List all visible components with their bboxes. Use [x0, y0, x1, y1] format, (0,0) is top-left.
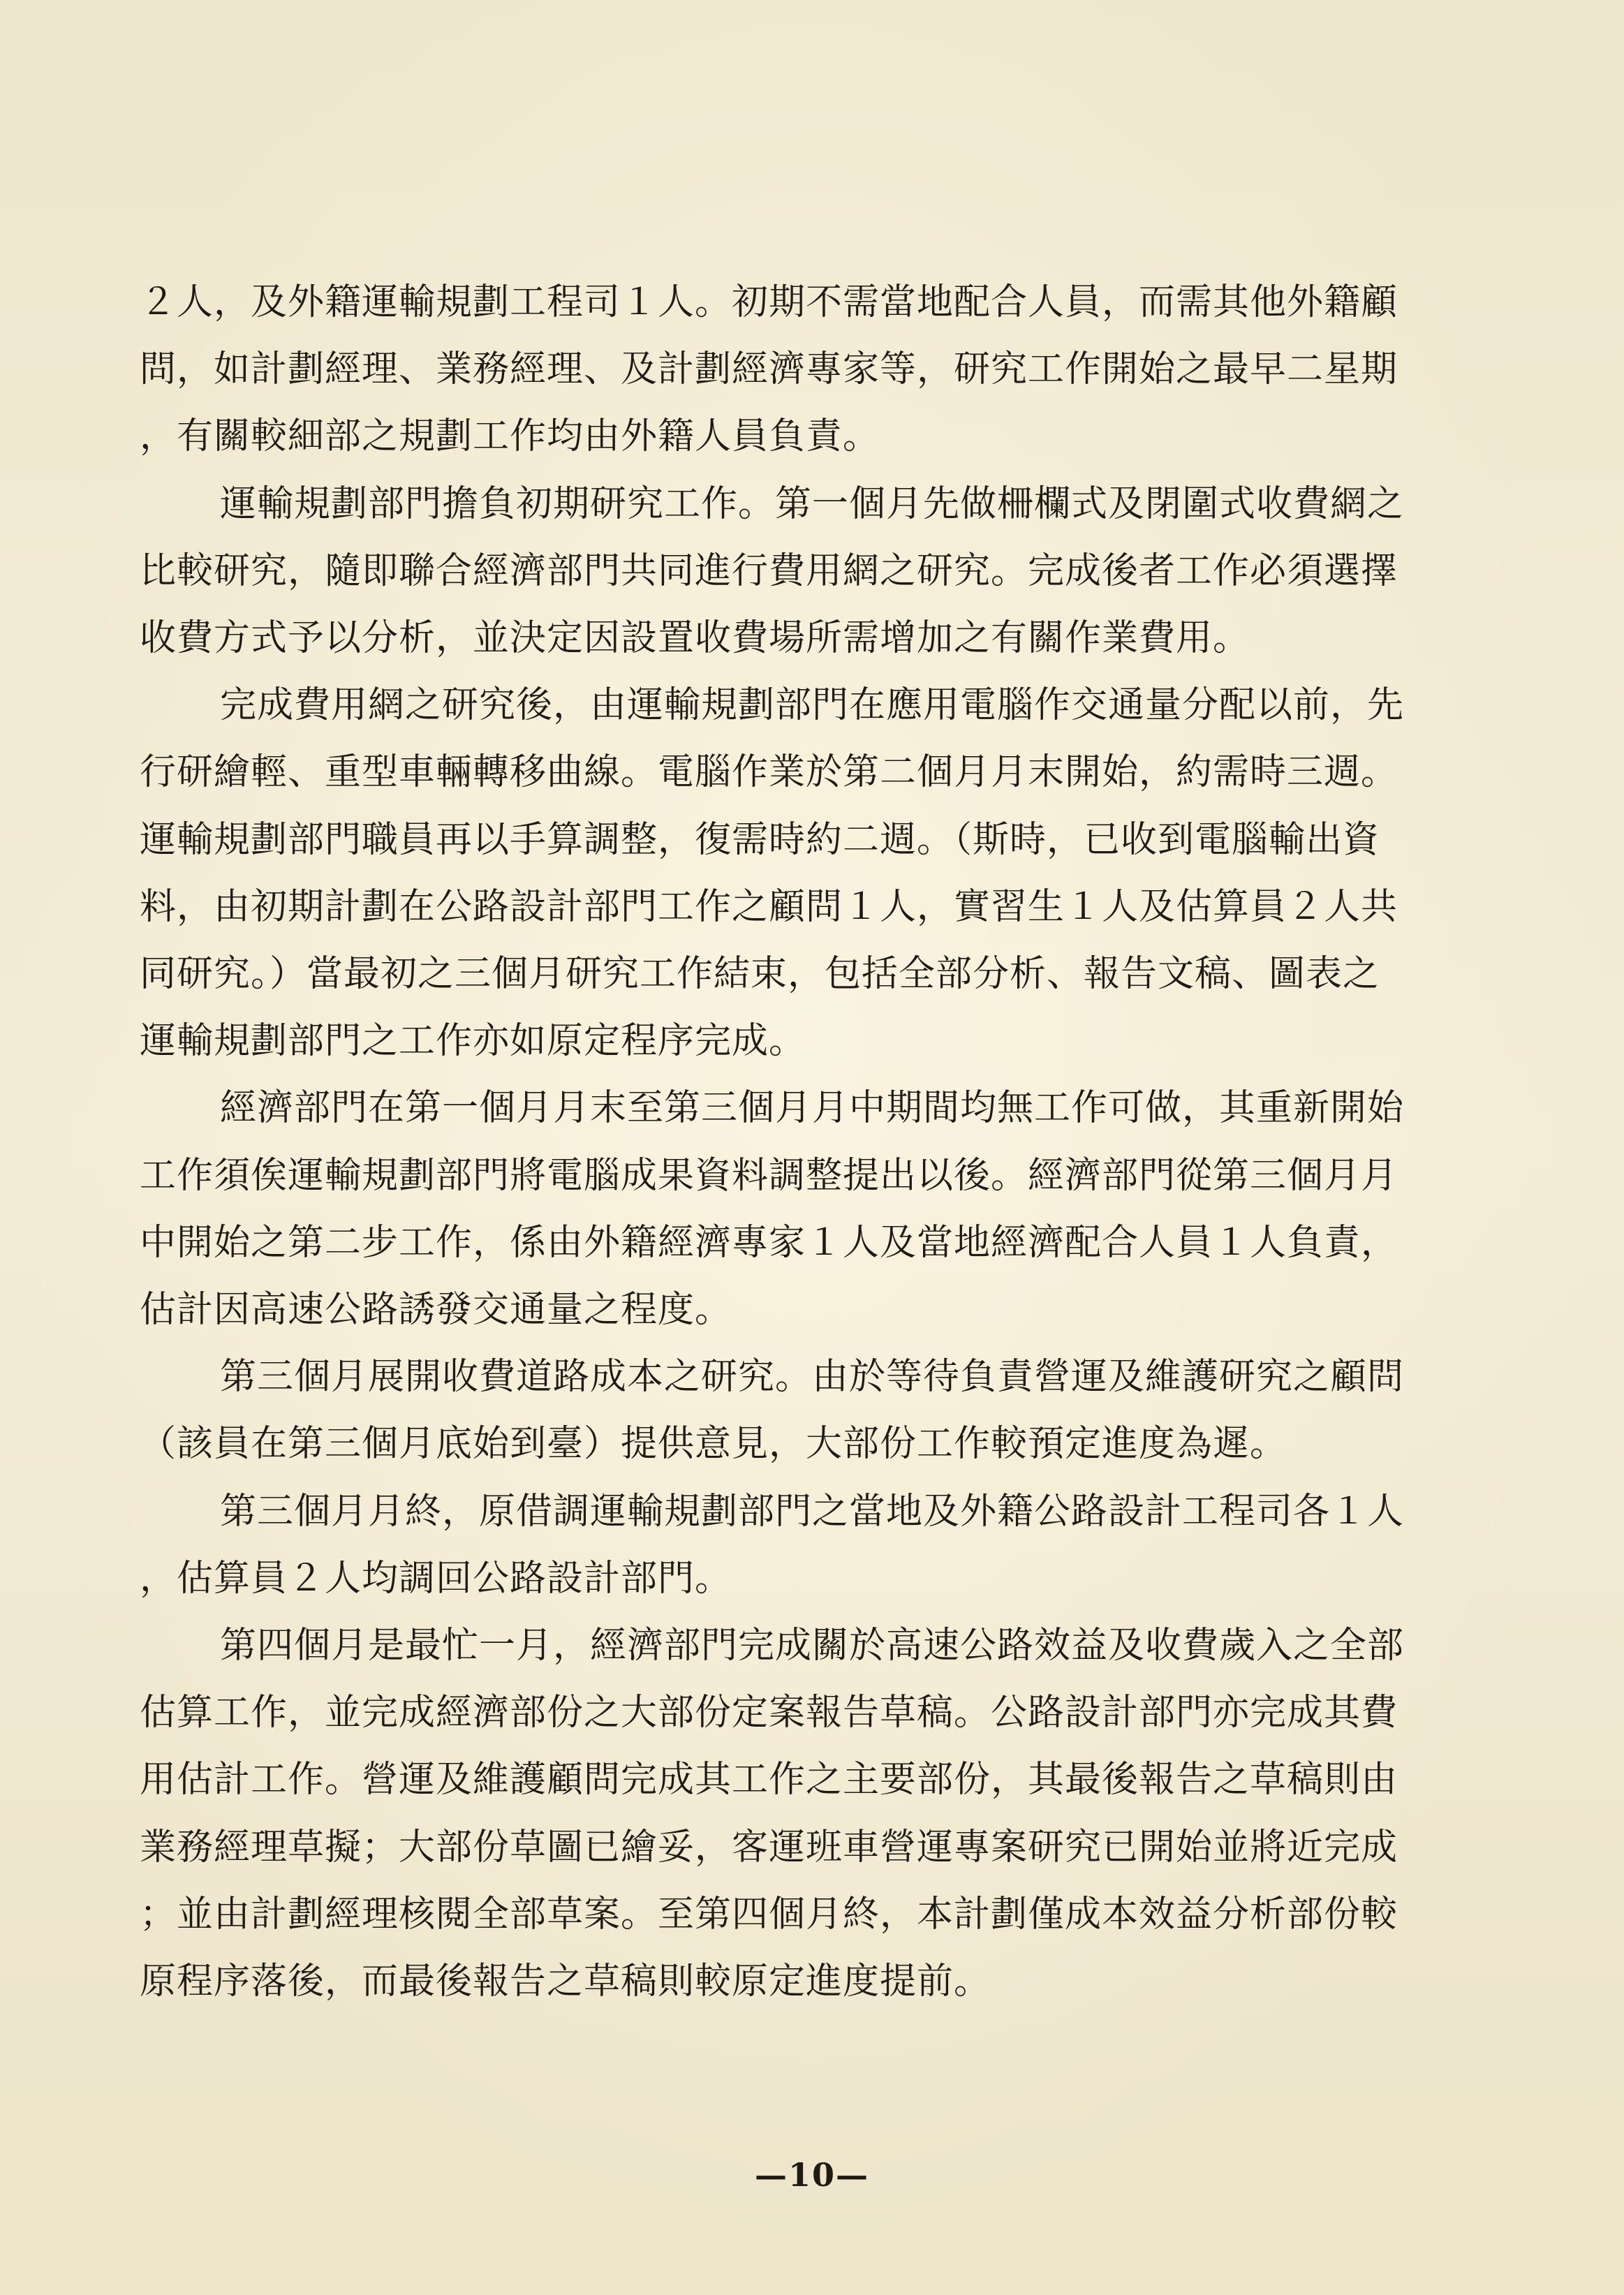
text-line: 中開始之第二步工作，係由外籍經濟專家１人及當地經濟配合人員１人負責，	[140, 1221, 1398, 1264]
text-line: （該員在第三個月底始到臺）提供意見，大部份工作較預定進度為遲。	[140, 1423, 1287, 1466]
text-line: ，有關較細部之規劃工作均由外籍人員負責。	[140, 415, 880, 458]
text-line: 第三個月月終，原借調運輸規劃部門之當地及外籍公路設計工程司各１人	[220, 1490, 1405, 1533]
text-line: 估算工作，並完成經濟部份之大部份定案報告草稿。公路設計部門亦完成其費	[140, 1692, 1398, 1734]
text-line: 工作須俟運輸規劃部門將電腦成果資料調整提出以後。經濟部門從第三個月月	[140, 1154, 1398, 1197]
text-line: 運輸規劃部門職員再以手算調整，復需時約二週。（斯時，已收到電腦輸出資	[140, 818, 1380, 861]
text-line: 收費方式予以分析，並決定因設置收費場所需增加之有關作業費用。	[140, 617, 1250, 659]
text-line: 第三個月展開收費道路成本之研究。由於等待負責營運及維護研究之顧問	[220, 1356, 1405, 1399]
text-line: 完成費用網之研究後，由運輸規劃部門在應用電腦作交通量分配以前，先	[220, 684, 1405, 727]
text-line: 業務經理草擬；大部份草圖已繪妥，客運班車營運專案研究已開始並將近完成	[140, 1826, 1398, 1868]
text-line: ；並由計劃經理核閱全部草案。至第四個月終，本計劃僅成本效益分析部份較	[140, 1893, 1398, 1935]
text-line: 問，如計劃經理、業務經理、及計劃經濟專家等，研究工作開始之最早二星期	[140, 348, 1398, 391]
text-line: 經濟部門在第一個月月末至第三個月月中期間均無工作可做，其重新開始	[220, 1087, 1405, 1130]
text-line: 運輸規劃部門擔負初期研究工作。第一個月先做柵欄式及閉圍式收費網之	[220, 482, 1405, 525]
text-line: 運輸規劃部門之工作亦如原定程序完成。	[140, 1020, 806, 1063]
text-line: ，估算員２人均調回公路設計部門。	[140, 1557, 732, 1600]
text-line: ２人，及外籍運輸規劃工程司１人。初期不需當地配合人員，而需其他外籍顧	[140, 281, 1398, 323]
text-line: 比較研究，隨即聯合經濟部門共同進行費用網之研究。完成後者工作必須選擇	[140, 549, 1398, 592]
text-line: 用估計工作。營運及維護顧問完成其工作之主要部份，其最後報告之草稿則由	[140, 1759, 1398, 1801]
text-line: 料，由初期計劃在公路設計部門工作之顧問１人，實習生１人及估算員２人共	[140, 885, 1398, 928]
text-line: 第四個月是最忙一月，經濟部門完成關於高速公路效益及收費歲入之全部	[220, 1625, 1405, 1667]
text-line: 原程序落後，而最後報告之草稿則較原定進度提前。	[140, 1961, 991, 2002]
text-line: 估計因高速公路誘發交通量之程度。	[140, 1289, 732, 1331]
text-line: 同研究。）當最初之三個月研究工作結束，包括全部分析、報告文稿、圖表之	[140, 953, 1380, 995]
text-line: 行研繪輕、重型車輛轉移曲線。電腦作業於第二個月月末開始，約需時三週。	[140, 751, 1398, 794]
page-number: —10—	[754, 2156, 869, 2194]
